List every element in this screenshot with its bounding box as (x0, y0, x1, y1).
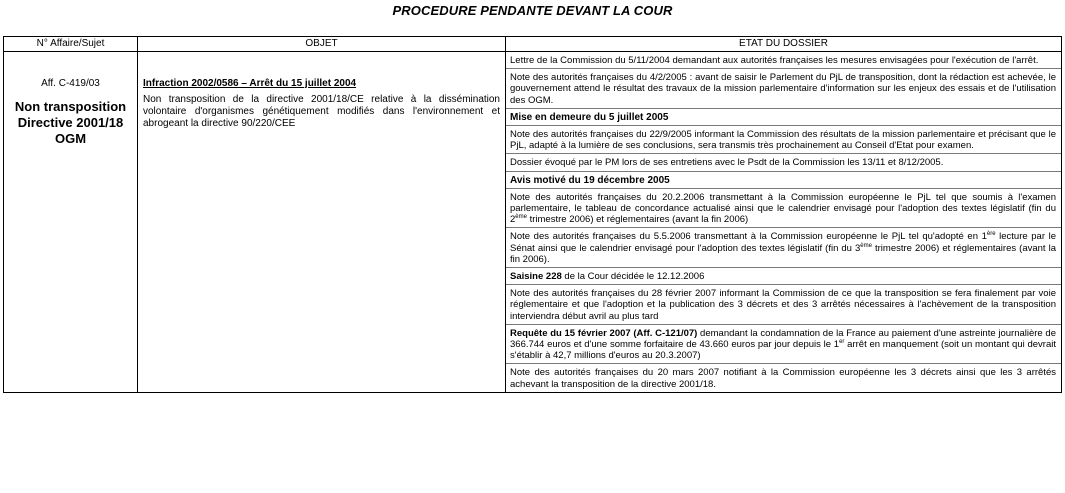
etat-entry-note-2007-03: Note des autorités françaises du 20 mars 2007 notifiant à la Commission européenne les 3 décrets ainsi que les 3 arrêtés achevant la transposition de la directive 2001/18. (510, 367, 1056, 390)
header-etat: ETAT DU DOSSIER (506, 37, 1062, 52)
objet-cell (138, 52, 506, 393)
ordinal-superscript: ème (860, 242, 872, 249)
etat-text: arrêt en manquement (soit un montant qui devrait s'établir à 42,7 millions d'euros au 20.3.2007) (510, 339, 1056, 362)
etat-entry-dossier-evoque: Dossier évoqué par le PM lors de ses entretiens avec le Psdt de la Commission les 13/11 et 8/12/2005. (506, 154, 1061, 171)
ordinal-superscript: ère (986, 231, 996, 238)
etat-entry-note-2005-02: Note des autorités françaises du 4/2/2005 : avant de saisir le Parlement du PjL de transposition, dont la rédaction est achevée, le gouvernement attend le résultat des travaux de la mission parlementaire d'information sur les enjeux des essais et de l'utilisation des OGM. (506, 69, 1061, 109)
affaire-number: Aff. C-419/03 (41, 78, 100, 89)
requete-label: Requête du 15 février 2007 (Aff. C-121/07) (510, 327, 698, 339)
objet-text: Non transposition de la directive 2001/18/CE relative à la dissémination volontaire d'organismes génétiquement modifiés dans l'environnement et abrogeant la directive 90/220/CEE (143, 94, 500, 129)
objet-title: Infraction 2002/0586 – Arrêt du 15 juillet 2004 (143, 78, 357, 89)
etat-entry-lettre-commission: Lettre de la Commission du 5/11/2004 demandant aux autorités françaises les mesures envisagées pour l'exécution de l'arrêt. (506, 52, 1061, 69)
dossier-table (3, 36, 1062, 393)
etat-heading-mise-en-demeure: Mise en demeure du 5 juillet 2005 (506, 109, 1061, 126)
ordinal-superscript: er (839, 338, 845, 345)
etat-text: demandant la condamnation de la France au paiement d'une astreinte journalière de 366.744 euros et d'une somme forfaitaire de 43.660 euros par jour depuis le 1 (510, 327, 1056, 351)
header-affaire: N° Affaire/Sujet (4, 37, 138, 52)
affaire-cell (4, 52, 138, 393)
etat-entry-note-2005-09: Note des autorités françaises du 22/9/2005 informant la Commission des résultats de la mission parlementaire et précisant que le PjL, adapté à la lumière de ses conclusions, sera transmis très prochainement au Conseil d'Etat pour examen. (506, 126, 1061, 154)
etat-text: lecture par le Sénat ainsi que le calendrier envisagé pour l'adoption des textes législatif (fin du 3 (510, 231, 1056, 254)
affaire-subject: Non transposition Directive 2001/18 OGM (14, 99, 127, 146)
etat-entry-note-2006-02 (506, 189, 1061, 229)
etat-text: Note des autorités françaises du 20.2.2006 transmettant à la Commission européenne le PjL tel que soumis à l'examen parlementaire, le tableau de concordance actualisé ainsi que le calendrier envisagé pour l'adoption des textes législatif (fin du 2 (510, 191, 1056, 226)
etat-entry-note-2007-02: Note des autorités françaises du 28 février 2007 informant la Commission de ce que la transposition se fera finalement par voie réglementaire et que l'adoption et la publication des 3 décrets et des 3 arrêtés nécessaires à l'achèvement de la transposition interviendra début avril au plus tard (506, 285, 1061, 325)
saisine-label: Saisine 228 (510, 271, 562, 283)
etat-text: Note des autorités françaises du 5.5.2006 transmettant à la Commission européenne le PjL tel qu'adopté en 1 (510, 231, 987, 243)
page-title: PROCEDURE PENDANTE DEVANT LA COUR (392, 3, 673, 18)
ordinal-superscript: ème (515, 214, 527, 221)
table-header-row (4, 37, 1062, 52)
etat-text: trimestre 2006) et réglementaires (avant la fin 2006) (526, 214, 749, 226)
table-row (4, 52, 1062, 393)
etat-entry-requete (506, 325, 1061, 365)
etat-entry-note-2006-05 (506, 228, 1061, 268)
header-objet: OBJET (138, 37, 506, 52)
etat-heading-avis-motive: Avis motivé du 19 décembre 2005 (506, 172, 1061, 189)
etat-cell (506, 52, 1062, 393)
etat-text: trimestre 2006) et réglementaires (avant la fin 2006). (510, 242, 1056, 265)
etat-entry-saisine (506, 268, 1061, 285)
etat-text: de la Cour décidée le 12.12.2006 (561, 271, 705, 283)
